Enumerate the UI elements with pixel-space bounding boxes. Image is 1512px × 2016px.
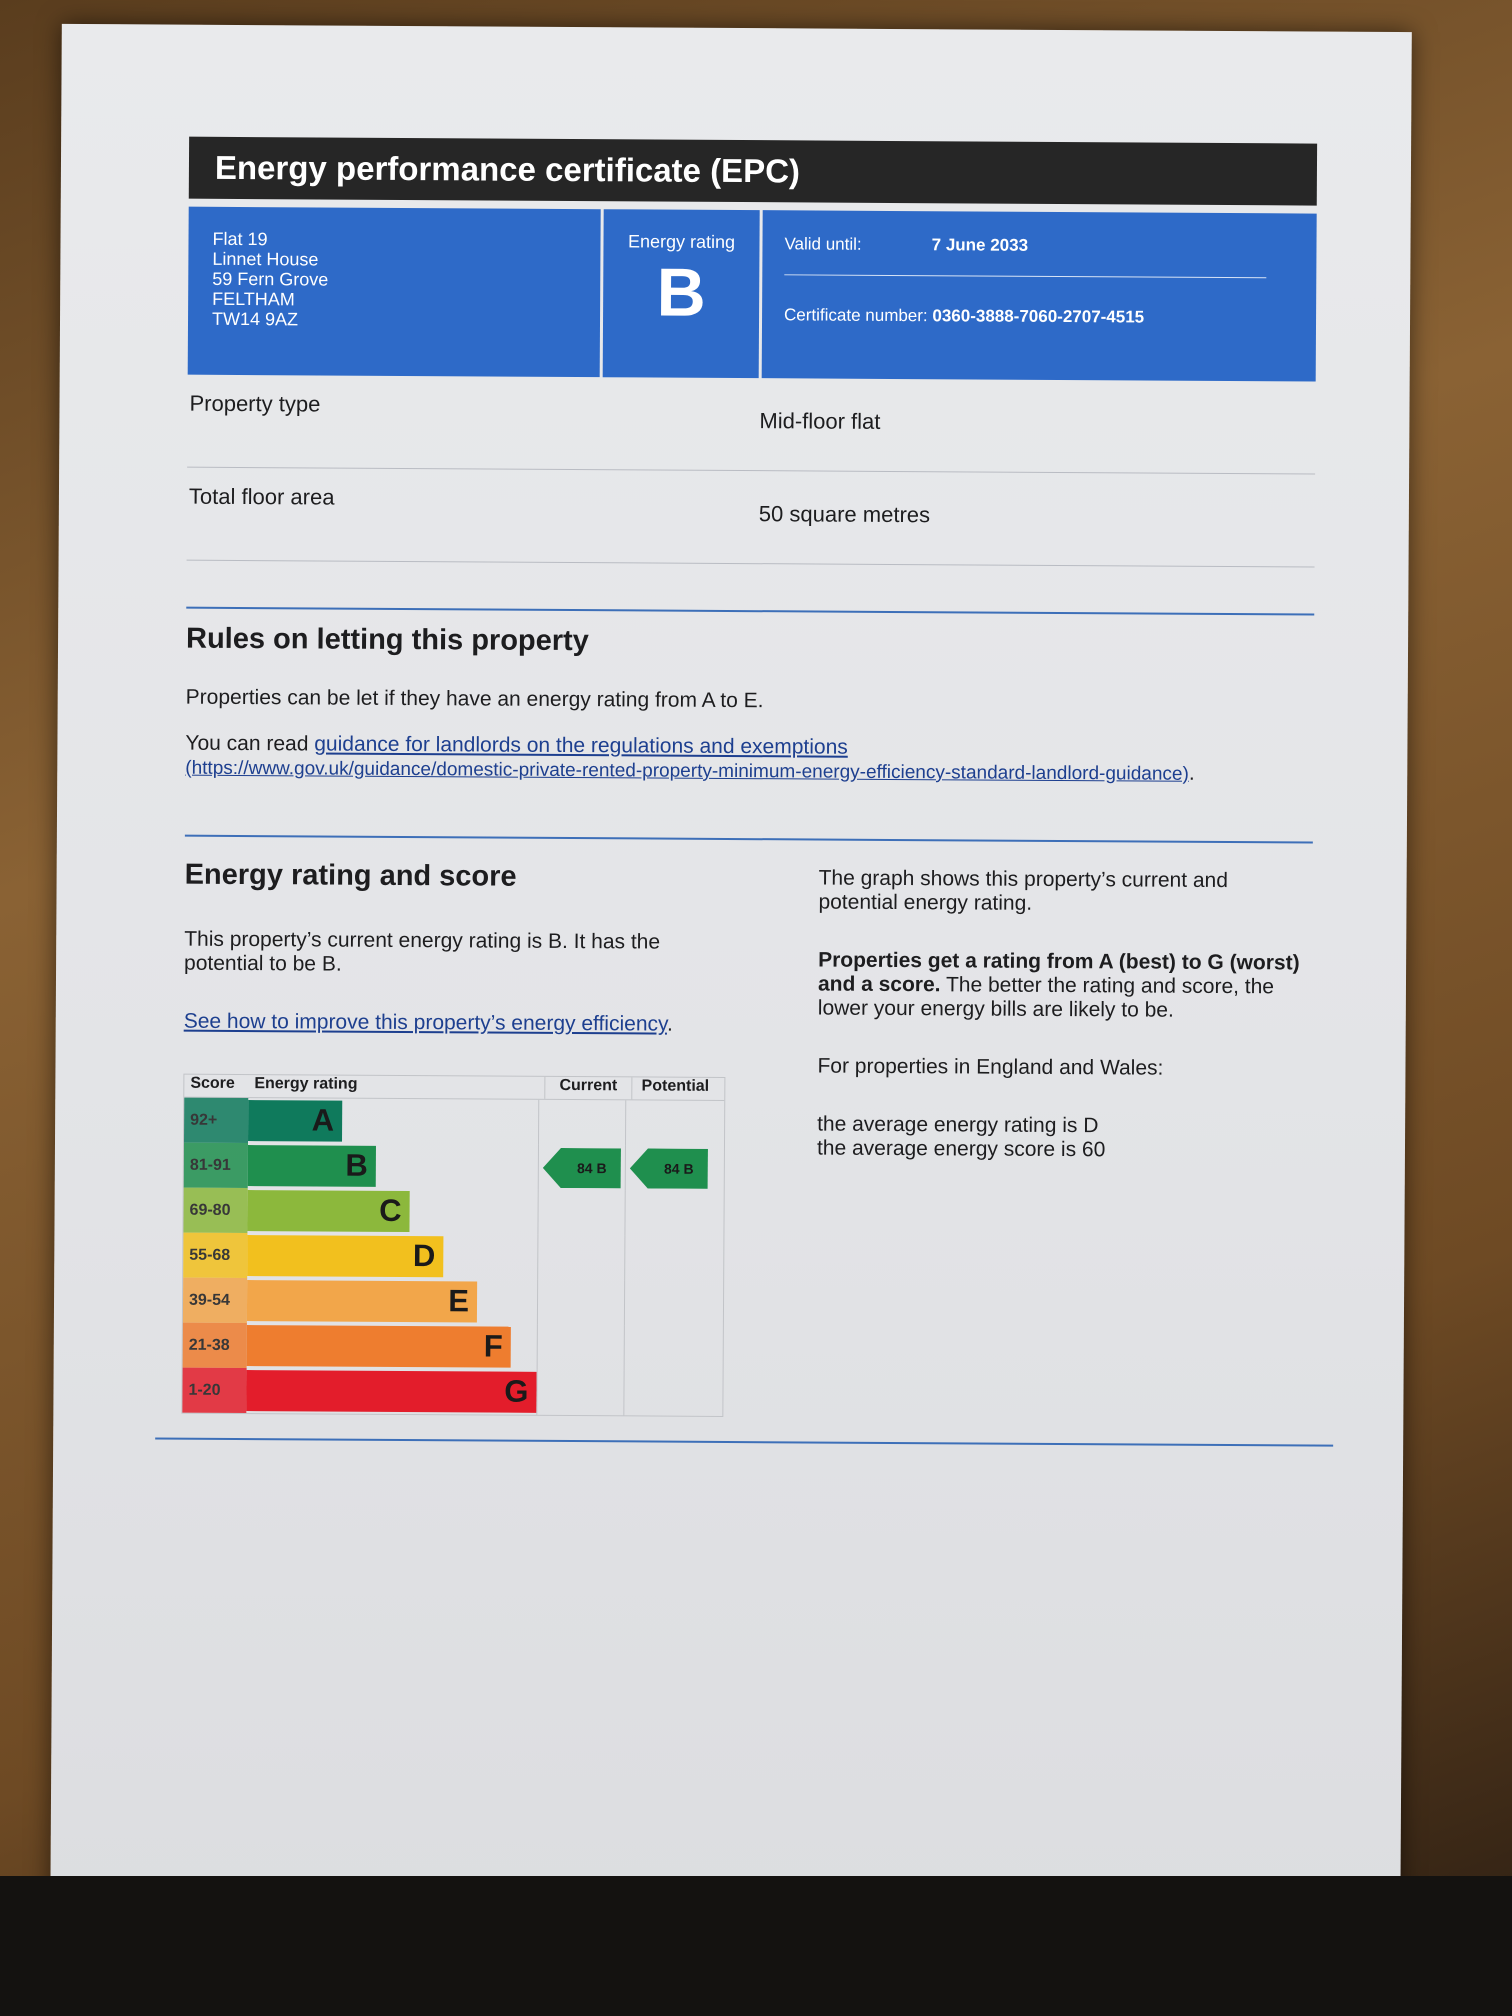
page-title: Energy performance certificate (EPC) — [189, 137, 1317, 206]
certificate-number-label: Certificate number: — [784, 305, 928, 326]
band-letter: D — [412, 1238, 436, 1274]
validity-box — [762, 210, 1317, 381]
property-type-value: Mid-floor flat — [759, 408, 881, 434]
band-bar-area — [246, 1368, 536, 1415]
address-line: TW14 9AZ — [211, 308, 299, 330]
current-rating-arrow — [543, 1148, 621, 1188]
energy-rating-letter: B — [656, 254, 706, 331]
band-bar-area — [247, 1323, 537, 1370]
potential-rating-label: 84 B — [664, 1160, 694, 1177]
band-score-label: 92+ — [184, 1098, 248, 1143]
band-row-a — [184, 1098, 724, 1146]
band-score-label: 1-20 — [182, 1368, 246, 1413]
landlord-guidance-link[interactable]: guidance for landlords on the regulations and exemptions — [314, 732, 848, 759]
current-rating-label: 84 B — [577, 1160, 607, 1177]
band-letter: F — [483, 1328, 503, 1364]
potential-column-cell — [625, 1100, 712, 1146]
landlord-guidance-url-link[interactable]: (https://www.gov.uk/guidance/domestic-private-rented-property-minimum-energy-efficiency-standard-landlord-guidance) — [185, 757, 1189, 785]
current-rating-text: This property’s current energy rating is B. It has the potential to be B. — [184, 927, 661, 976]
improve-link-paragraph — [184, 1010, 684, 1037]
valid-until-row — [784, 234, 1266, 278]
energy-rating-label: Energy rating — [627, 231, 736, 253]
average-score-text: the average energy score is 60 — [816, 1136, 1106, 1162]
band-bar-f — [247, 1325, 511, 1368]
property-type-label: Property type — [189, 390, 321, 417]
band-bar-a — [248, 1100, 342, 1142]
band-score-label: 55-68 — [183, 1233, 247, 1278]
potential-column-cell — [624, 1190, 711, 1236]
current-column-cell — [538, 1100, 625, 1146]
energy-score-heading: Energy rating and score — [184, 858, 517, 893]
band-bar-g — [246, 1370, 536, 1413]
floor-area-label: Total floor area — [188, 483, 335, 510]
letting-guidance-text — [185, 732, 1313, 788]
energy-score-right-column — [815, 863, 1312, 1421]
address-line: Linnet House — [212, 248, 319, 270]
band-score-label: 69-80 — [183, 1188, 247, 1233]
england-wales-text: For properties in England and Wales: — [817, 1054, 1164, 1080]
guidance-suffix: . — [1188, 761, 1195, 785]
energy-score-left-column — [181, 859, 726, 1417]
section-divider — [155, 1437, 1333, 1446]
document-content — [181, 137, 1317, 1447]
band-bar-area — [248, 1098, 538, 1145]
property-address — [188, 207, 601, 378]
energy-rating-chart — [181, 1074, 725, 1417]
property-type-row — [187, 375, 1316, 475]
potential-rating-arrow — [630, 1148, 708, 1188]
band-score-label: 81-91 — [184, 1143, 248, 1188]
energy-score-section — [181, 859, 1312, 1421]
band-row-d — [183, 1233, 723, 1281]
floor-area-row — [187, 468, 1316, 568]
band-bar-b — [248, 1145, 376, 1187]
potential-column-cell — [624, 1235, 711, 1281]
letting-rules-text: Properties can be let if they have an energy rating from A to E. — [185, 685, 764, 713]
floor-area-value: 50 square metres — [758, 501, 931, 528]
section-divider — [186, 607, 1314, 616]
chart-band-rows — [182, 1098, 724, 1416]
band-row-e — [183, 1278, 723, 1326]
band-bar-area — [247, 1188, 537, 1235]
address-line: Flat 19 — [212, 228, 268, 250]
improve-link-suffix: . — [666, 1012, 673, 1036]
average-stats — [817, 1113, 1311, 1164]
current-column-cell — [537, 1190, 624, 1236]
band-row-b — [184, 1143, 724, 1191]
valid-until-value: 7 June 2033 — [931, 235, 1029, 255]
band-row-g — [182, 1368, 722, 1416]
band-bar-c — [247, 1190, 409, 1232]
address-line: FELTHAM — [212, 288, 295, 310]
graph-explanation-text: The graph shows this property’s current and potential energy rating. — [818, 866, 1229, 915]
current-column-cell — [536, 1370, 623, 1416]
potential-column-cell — [625, 1145, 712, 1191]
band-row-c — [183, 1188, 723, 1236]
address-line: 59 Fern Grove — [212, 268, 329, 290]
energy-rating-box — [603, 209, 760, 378]
band-bar-area — [247, 1278, 537, 1325]
band-score-label: 21-38 — [183, 1323, 247, 1368]
certificate-number-row — [784, 305, 1294, 328]
rating-scale-rest-text: The better the rating and score, the lower your energy bills are likely to be. — [817, 973, 1275, 1022]
rating-scale-bold-text: Properties get a rating from A (best) to G (worst) and a score. — [817, 948, 1300, 997]
band-letter: B — [345, 1147, 368, 1183]
band-letter: C — [379, 1192, 402, 1228]
current-column-cell — [538, 1145, 625, 1191]
chart-header-rating: Energy rating — [254, 1075, 358, 1093]
band-letter: E — [448, 1283, 470, 1319]
certificate-number-value: 0360-3888-7060-2707-4515 — [932, 306, 1145, 327]
summary-banner — [188, 207, 1317, 382]
band-bar-d — [247, 1235, 443, 1277]
average-rating-text: the average energy rating is D — [817, 1112, 1099, 1138]
chart-header-row — [184, 1075, 724, 1101]
guidance-prefix: You can read — [185, 731, 315, 756]
table-background — [0, 1876, 1512, 2016]
band-row-f — [183, 1323, 723, 1371]
potential-column-cell — [623, 1370, 710, 1416]
band-letter: G — [504, 1373, 529, 1409]
band-bar-e — [247, 1280, 477, 1322]
current-column-cell — [537, 1280, 624, 1326]
letting-rules-heading: Rules on letting this property — [185, 622, 589, 658]
potential-column-cell — [624, 1325, 711, 1371]
chart-header-score: Score — [190, 1074, 235, 1092]
epc-document-page — [50, 24, 1412, 1937]
rating-scale-text — [818, 949, 1312, 1024]
band-bar-area — [248, 1143, 538, 1190]
current-column-cell — [537, 1235, 624, 1281]
current-column-cell — [537, 1325, 624, 1371]
section-divider — [185, 835, 1313, 844]
chart-header-current: Current — [544, 1077, 631, 1100]
band-letter: A — [311, 1102, 335, 1138]
chart-header-potential: Potential — [631, 1077, 718, 1100]
valid-until-label: Valid until: — [784, 234, 862, 254]
potential-column-cell — [624, 1280, 711, 1326]
band-score-label: 39-54 — [183, 1278, 247, 1323]
improve-efficiency-link[interactable]: See how to improve this property’s energy efficiency — [183, 1009, 668, 1036]
band-bar-area — [247, 1233, 537, 1280]
